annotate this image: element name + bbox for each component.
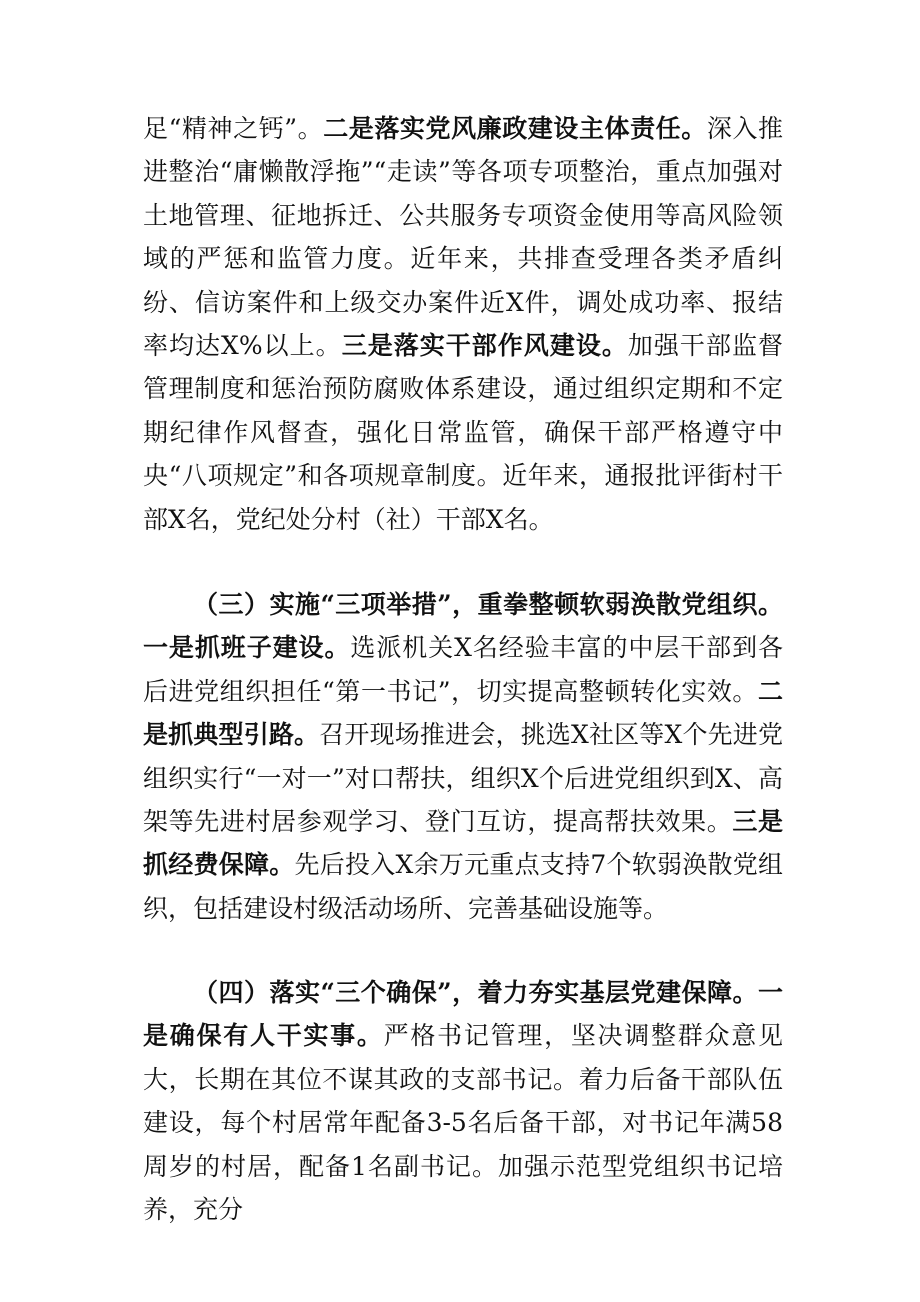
text-run: 加强干部监督管理制度和惩治预防腐败体系建设，通过组织定期和不定期纪律作风督查，强化日常监管，确保干部严格遵守中央“八项规定”和各项规章制度。近年来，通报批评街村干部X名，党纪处分村（社）干部X名。 [143, 331, 783, 534]
text-run: 足“精神之钙”。 [143, 114, 324, 143]
section-heading: （四）落实“三个确保”，着力夯实基层党建保障。 [193, 978, 758, 1007]
bold-heading-run: 二是落实党风廉政建设主体责任。 [323, 114, 707, 143]
bold-heading-run: 三是落实干部作风建设。 [341, 331, 628, 361]
section-heading: （三）实施“三项举措”，重拳整顿软弱涣散党组织。 [193, 590, 783, 619]
text-run: 严格书记管理，坚决调整群众意见大，长期在其位不谋其政的支部书记。着力后备干部队伍建设，每个村居常年配备3-5名后备干部，对书记年满58周岁的村居，配备1名副书记。加强示范型党组织书记培养，充分 [143, 1021, 783, 1225]
bold-heading-run: 二是抓典型引路。 [143, 676, 783, 750]
paragraph-party-conduct [143, 107, 783, 541]
bold-heading-run: 一是确保有人干实事。 [143, 978, 783, 1051]
text-run: 召开现场推进会，挑选X社区等X个先进党组织实行“一对一”对口帮扶，组织X个后进党组织到X、高架等先进村居参观学习、登门互访，提高帮扶效果。 [143, 720, 783, 837]
bold-heading-run: 一是抓班子建设。 [143, 633, 351, 663]
text-run: 深入推进整治“庸懒散浮拖”“走读”等各项专项整治，重点加强对土地管理、征地拆迁、公共服务专项资金使用等高风险领域的严惩和监管力度。近年来，共排查受理各类矛盾纠纷、信访案件和上级交办案件近X件，调处成功率、报结率均达X%以上。 [143, 114, 783, 361]
paragraph-section-three [143, 583, 783, 930]
text-run: 选派机关X名经验丰富的中层干部到各后进党组织担任“第一书记”，切实提高整顿转化实效。 [143, 633, 783, 706]
bold-heading-run: 三是抓经费保障。 [143, 807, 783, 880]
paragraph-section-four [143, 971, 783, 1231]
text-run: 先后投入X余万元重点支持7个软弱涣散党组织，包括建设村级活动场所、完善基础设施等。 [143, 850, 783, 923]
